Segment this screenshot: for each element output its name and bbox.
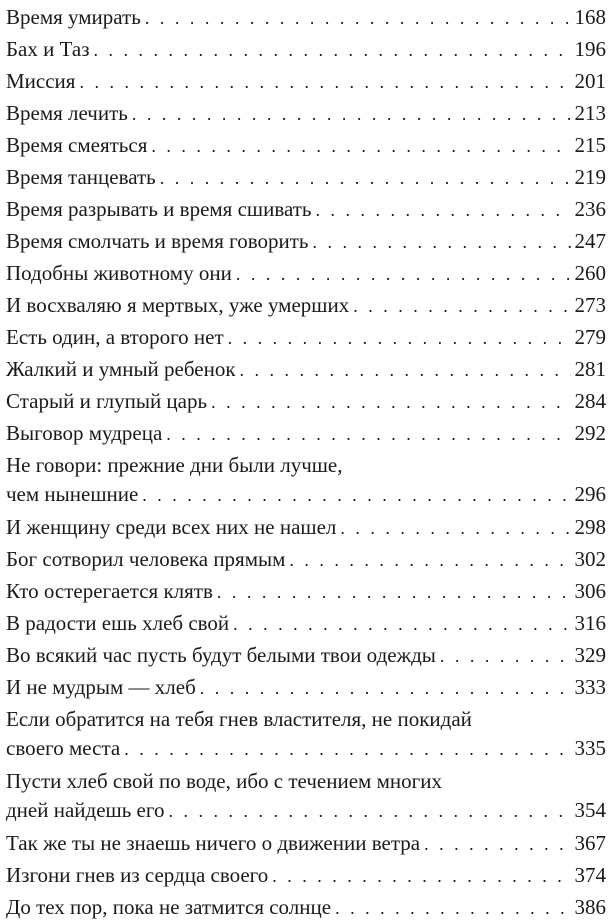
toc-entry-page: 329 <box>574 643 606 667</box>
toc-entry-page: 168 <box>574 5 606 29</box>
toc-entry-page: 236 <box>574 197 606 221</box>
toc-entry-page: 354 <box>574 798 606 822</box>
dot-leader <box>160 164 571 193</box>
dot-leader <box>340 514 570 543</box>
toc-entry-page: 247 <box>574 229 606 253</box>
toc-entry[interactable] <box>6 224 606 256</box>
toc-entry[interactable] <box>6 638 606 670</box>
toc-entry[interactable] <box>6 510 606 542</box>
dot-leader <box>132 100 571 129</box>
toc-entry-page: 292 <box>574 421 606 445</box>
toc-entry-title: Выговор мудреца <box>6 421 163 445</box>
toc-entry-page: 279 <box>574 325 606 349</box>
toc-entry-page: 298 <box>574 515 606 539</box>
toc-entry-title: Время танцевать <box>6 165 156 189</box>
toc-entry-title: В радости ешь хлеб свой <box>6 611 230 635</box>
toc-entry[interactable] <box>6 192 606 224</box>
toc-entry-title-line1: Если обратится на тебя гнев властителя, не покидай <box>6 707 472 731</box>
dot-leader <box>124 735 570 764</box>
toc-entry-page: 281 <box>574 357 606 381</box>
dot-leader <box>289 546 570 575</box>
dot-leader <box>166 420 570 449</box>
toc-entry-title: Время лечить <box>6 101 128 125</box>
toc-entry-title: И восхваляю я мертвых, уже умерших <box>6 293 350 317</box>
toc-entry-title: Время умирать <box>6 5 141 29</box>
toc-entry-page: 333 <box>574 675 606 699</box>
toc-entry-title: Так же ты не знаешь ничего о движении ветра <box>6 831 421 855</box>
toc-entry[interactable] <box>6 826 606 858</box>
toc-entry-last-line <box>6 734 606 764</box>
dot-leader <box>79 68 570 97</box>
toc-entry-page: 284 <box>574 389 606 413</box>
toc-entry-page: 374 <box>574 863 606 887</box>
dot-leader <box>228 324 571 353</box>
toc-entry[interactable] <box>6 858 606 890</box>
toc-entry-title: Миссия <box>6 69 76 93</box>
toc-entry-last-line <box>6 480 606 510</box>
toc-entry-title: Подобны животному они <box>6 261 232 285</box>
toc-entry[interactable] <box>6 890 606 922</box>
toc-entry[interactable] <box>6 64 606 96</box>
dot-leader <box>240 356 571 385</box>
toc-entry[interactable] <box>6 160 606 192</box>
toc-entry[interactable] <box>6 96 606 128</box>
toc-entry-page: 215 <box>574 133 606 157</box>
toc-entry-page: 201 <box>574 69 606 93</box>
toc-entry-page: 219 <box>574 165 606 189</box>
table-of-contents <box>6 0 606 922</box>
toc-entry-title: Есть один, а второго нет <box>6 325 224 349</box>
toc-entry-title: И женщину среди всех них не нашел <box>6 515 337 539</box>
toc-entry-last-line <box>6 796 606 826</box>
toc-entry-title-line2: чем нынешние <box>6 482 139 506</box>
toc-entry-page: 296 <box>574 482 606 506</box>
toc-entry[interactable] <box>6 352 606 384</box>
dot-leader <box>94 36 571 65</box>
toc-entry-page: 260 <box>574 261 606 285</box>
dot-leader <box>236 260 571 289</box>
toc-entry[interactable] <box>6 128 606 160</box>
dot-leader <box>211 388 570 417</box>
toc-entry-title: Время смеяться <box>6 133 148 157</box>
toc-entry-title: Время разрывать и время сшивать <box>6 197 312 221</box>
toc-entry[interactable] <box>6 574 606 606</box>
toc-entry-title: До тех пор, пока не затмится солнце <box>6 895 332 919</box>
dot-leader <box>316 196 571 225</box>
toc-entry-title-line2: своего места <box>6 736 121 760</box>
dot-leader <box>233 610 570 639</box>
toc-entry-page: 335 <box>574 736 606 760</box>
toc-entry-title-line1: Пусти хлеб свой по воде, ибо с течением многих <box>6 769 442 793</box>
toc-entry-title-line1: Не говори: прежние дни были лучше, <box>6 453 343 477</box>
toc-entry-title: Во всякий час пусть будут белыми твои одежды <box>6 643 436 667</box>
toc-entry-page: 196 <box>574 37 606 61</box>
toc-entry[interactable] <box>6 606 606 638</box>
dot-leader <box>335 894 570 923</box>
toc-entry-page: 302 <box>574 547 606 571</box>
toc-entry-title: Время смолчать и время говорить <box>6 229 309 253</box>
dot-leader <box>151 132 570 161</box>
toc-entry-title: Жалкий и умный ребенок <box>6 357 236 381</box>
dot-leader <box>424 830 570 859</box>
toc-entry-title: И не мудрым — хлеб <box>6 675 196 699</box>
dot-leader <box>200 674 571 703</box>
toc-entry[interactable] <box>6 764 606 826</box>
dot-leader <box>440 642 571 671</box>
dot-leader <box>217 578 571 607</box>
toc-entry-title: Кто остерегается клятв <box>6 579 213 603</box>
toc-entry-title: Бог сотворил человека прямым <box>6 547 286 571</box>
dot-leader <box>353 292 570 321</box>
toc-entry[interactable] <box>6 542 606 574</box>
toc-entry-page: 273 <box>574 293 606 317</box>
dot-leader <box>145 4 571 33</box>
toc-entry-page: 367 <box>574 831 606 855</box>
toc-entry-page: 386 <box>574 895 606 919</box>
toc-entry-title: Старый и глупый царь <box>6 389 208 413</box>
toc-entry-title: Изгони гнев из сердца своего <box>6 863 269 887</box>
toc-entry[interactable] <box>6 384 606 416</box>
toc-entry[interactable] <box>6 256 606 288</box>
toc-entry-page: 316 <box>574 611 606 635</box>
toc-entry[interactable] <box>6 320 606 352</box>
toc-entry[interactable] <box>6 702 606 764</box>
toc-entry[interactable] <box>6 670 606 702</box>
toc-entry[interactable] <box>6 416 606 448</box>
dot-leader <box>312 228 570 257</box>
dot-leader <box>142 481 570 510</box>
toc-entry[interactable] <box>6 448 606 510</box>
toc-entry-title-line2: дней найдешь его <box>6 798 165 822</box>
toc-entry[interactable] <box>6 0 606 32</box>
toc-entry-page: 306 <box>574 579 606 603</box>
toc-entry[interactable] <box>6 288 606 320</box>
dot-leader <box>168 797 570 826</box>
toc-entry-title: Бах и Таз <box>6 37 90 61</box>
toc-entry[interactable] <box>6 32 606 64</box>
dot-leader <box>272 862 570 891</box>
toc-entry-page: 213 <box>574 101 606 125</box>
